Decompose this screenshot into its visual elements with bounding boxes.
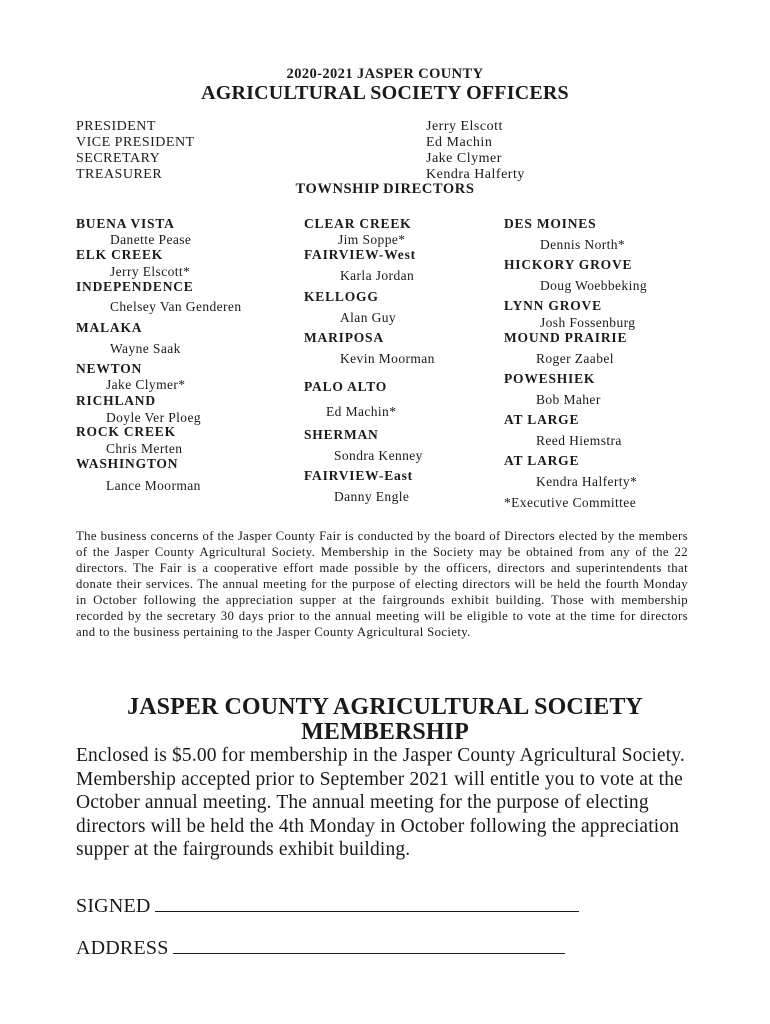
officer-name: Kendra Halferty — [426, 167, 525, 182]
township-name: POWESHIEK — [504, 371, 596, 386]
director-name: Roger Zaabel — [536, 351, 614, 366]
director-name: Wayne Saak — [110, 341, 181, 356]
township-name: INDEPENDENCE — [76, 279, 194, 294]
address-label: ADDRESS — [76, 937, 169, 959]
township-directors-heading: TOWNSHIP DIRECTORS — [295, 181, 475, 197]
address-row — [76, 937, 565, 960]
signed-label: SIGNED — [76, 895, 151, 917]
township-name: HICKORY GROVE — [504, 257, 633, 272]
director-name: Reed Hiemstra — [536, 433, 622, 448]
executive-committee-footnote: *Executive Committee — [504, 495, 637, 510]
membership-body: Enclosed is $5.00 for membership in the Jasper County Agricultural Society. Membership accepted prior to September 2021 will entitle you to vote at the October annual meeting. The annual meeting for the purpose of electing directors will be held the 4th Monday in October following the appreciation supper at the fairgrounds exhibit building. — [76, 745, 685, 860]
director-name: Kevin Moorman — [340, 351, 435, 366]
township-name: WASHINGTON — [76, 456, 179, 471]
director-name: Doug Woebbeking — [540, 278, 648, 293]
officer-name: Ed Machin — [426, 135, 493, 150]
title-line-1: 2020-2021 JASPER COUNTY — [286, 66, 484, 82]
director-name: Alan Guy — [340, 310, 397, 325]
director-name: Dennis North* — [540, 237, 626, 252]
township-name: AT LARGE — [504, 453, 580, 468]
township-name: DES MOINES — [504, 216, 597, 231]
fair-info-paragraph: The business concerns of the Jasper County Fair is conducted by the board of Directors elected by the members of the Jasper County Agricultural Society. Membership in the Society may be obtained from any of the 22 directors. The Fair is a cooperative effort made possible by the officers, directors and superintendents that donate their services. The annual meeting for the purpose of electing directors will be held the fourth Monday in October following the appreciation supper at the fairgrounds exhibit building. Those with membership recorded by the secretary 30 days prior to the annual meeting will be eligible to vote at the time for directors and to the business pertaining to the Jasper County Agricultural Society. — [76, 529, 688, 639]
township-name: MALAKA — [76, 320, 143, 335]
membership-title-line-2: MEMBERSHIP — [301, 719, 469, 745]
township-name: NEWTON — [76, 361, 143, 376]
township-name: LYNN GROVE — [504, 298, 602, 313]
township-name: AT LARGE — [504, 412, 580, 427]
director-name: Chris Merten — [106, 441, 183, 456]
signed-row — [76, 895, 579, 918]
signed-line[interactable] — [155, 910, 579, 912]
township-name: RICHLAND — [76, 393, 156, 408]
officer-role: SECRETARY — [76, 151, 161, 166]
membership-title-line-1: JASPER COUNTY AGRICULTURAL SOCIETY — [127, 694, 643, 720]
director-name: Danette Pease — [110, 232, 192, 247]
township-name: ROCK CREEK — [76, 424, 176, 439]
director-name: Sondra Kenney — [334, 448, 423, 463]
township-name: KELLOGG — [304, 289, 379, 304]
director-name: Chelsey Van Genderen — [110, 299, 242, 314]
director-name: Josh Fossenburg — [540, 315, 636, 330]
township-name: CLEAR CREEK — [304, 216, 412, 231]
director-name: Bob Maher — [536, 392, 601, 407]
director-name: Danny Engle — [334, 489, 410, 504]
township-name: MARIPOSA — [304, 330, 384, 345]
director-name: Jim Soppe* — [338, 232, 406, 247]
township-name: ELK CREEK — [76, 247, 164, 262]
township-name: BUENA VISTA — [76, 216, 175, 231]
director-name: Karla Jordan — [340, 268, 415, 283]
officer-role: VICE PRESIDENT — [76, 135, 195, 150]
officer-role: PRESIDENT — [76, 119, 156, 134]
township-name: FAIRVIEW-West — [304, 247, 416, 262]
township-name: MOUND PRAIRIE — [504, 330, 628, 345]
officer-name: Jerry Elscott — [426, 119, 503, 134]
director-name: Jake Clymer* — [106, 377, 186, 392]
page-title: AGRICULTURAL SOCIETY OFFICERS — [201, 82, 569, 104]
director-name: Ed Machin* — [326, 404, 397, 419]
director-name: Lance Moorman — [106, 478, 201, 493]
officer-role: TREASURER — [76, 167, 163, 182]
director-name: Doyle Ver Ploeg — [106, 410, 201, 425]
township-name: PALO ALTO — [304, 379, 388, 394]
director-name: Kendra Halferty* — [536, 474, 638, 489]
officer-name: Jake Clymer — [426, 151, 502, 166]
township-name: SHERMAN — [304, 427, 379, 442]
township-name: FAIRVIEW-East — [304, 468, 413, 483]
address-line[interactable] — [173, 952, 565, 954]
director-name: Jerry Elscott* — [110, 264, 191, 279]
